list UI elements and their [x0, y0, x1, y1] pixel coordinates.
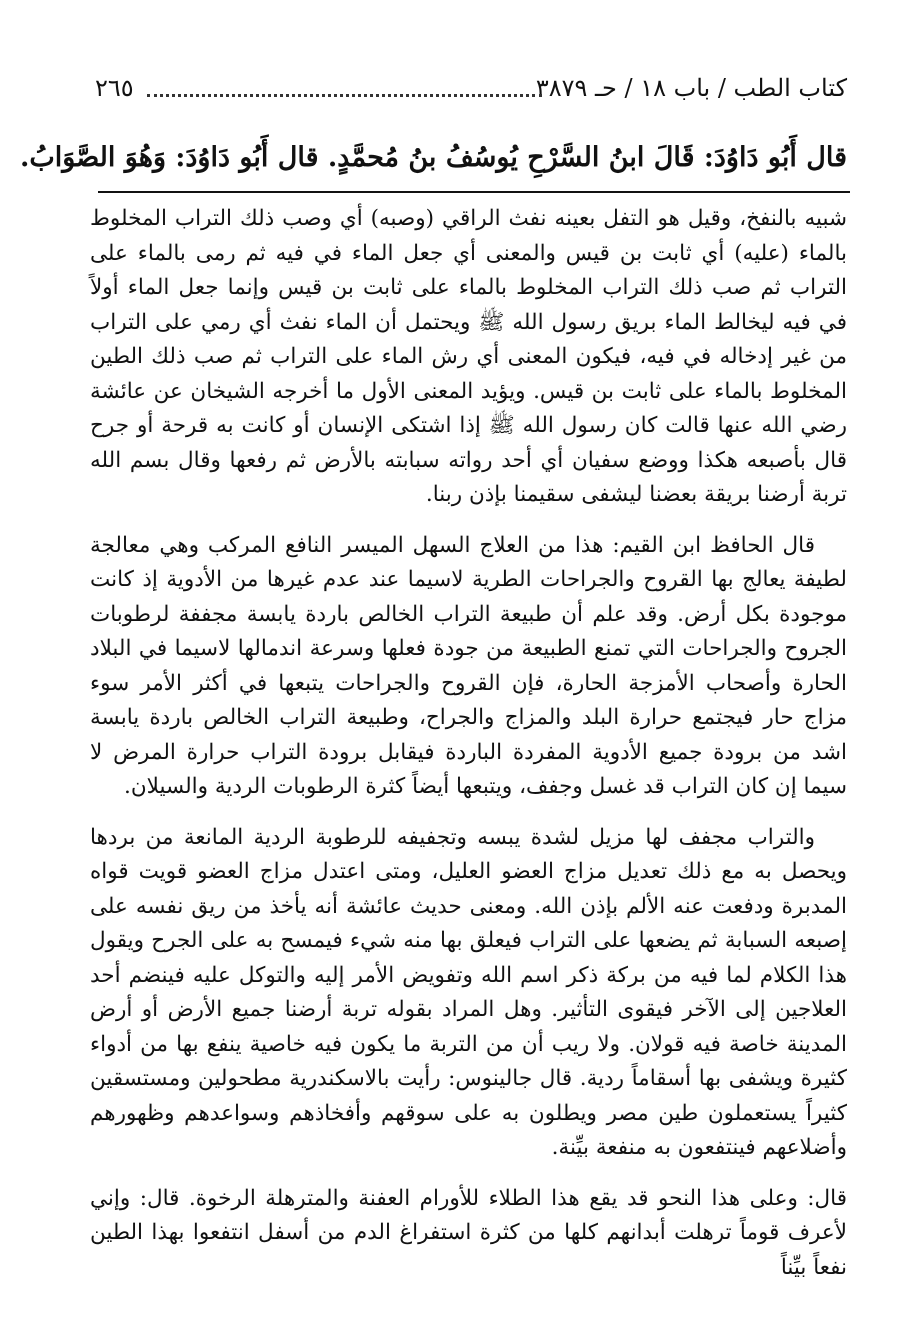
paragraph: قال: وعلى هذا النحو قد يقع هذا الطلاء للأورام العفنة والمترهلة الرخوة. قال: وإني لأعرف قوماً ترهلت أبدانهم كلها من كثرة استفراغ الدم من أسفل انتفعوا بهذا الطين نفعاً بيِّناً	[90, 1185, 847, 1280]
commentary-body	[90, 202, 847, 1301]
separator-rule	[98, 191, 850, 193]
chapter-title: كتاب الطب / باب ١٨ / حـ ٣٨٧٩	[535, 74, 847, 102]
running-header	[95, 72, 847, 112]
paragraph: قال الحافظ ابن القيم: هذا من العلاج السهل الميسر النافع المركب وهي معالجة لطيفة يعالج بها القروح والجراحات الطرية لاسيما عند عدم غيرها من الأدوية إذ كانت موجودة بكل أرض. وقد علم أن طبيعة التراب الخالص باردة يابسة مجففة لرطوبات الجروح والجراحات التي تمنع الطبيعة من جودة فعلها وسرعة اندمالها لاسيما في البلاد الحارة وأصحاب الأمزجة الحارة، فإن القروح والجراحات يتبعها في أكثر الأمر سوء مزاج حار فيجتمع حرارة البلد والمزاج والجراح، وطبيعة التراب الخالص باردة يابسة اشد من برودة جميع الأدوية المفردة الباردة فيقابل برودة التراب حرارة المرض لا سيما إن كان التراب قد غسل وجفف، ويتبعها أيضاً كثرة الرطوبات الردية والسيلان.	[90, 532, 847, 799]
paragraph: شبيه بالنفخ، وقيل هو التفل بعينه نفث الراقي (وصبه) أي وصب ذلك التراب المخلوط بالماء (عليه) أي ثابت بن قيس والمعنى أي جعل الماء في فيه ثم رمى بالماء على التراب ثم صب ذلك التراب المخلوط بالماء على ثابت بن قيس وإنما جعل الماء أولاً في فيه ليخالط الماء بريق رسول الله ﷺ ويحتمل أن الماء نفث أي رمي على التراب من غير إدخاله في فيه، فيكون المعنى أي رش الماء على التراب ثم صب ذلك الطين المخلوط بالماء على ثابت بن قيس. ويؤيد المعنى الأول ما أخرجه الشيخان عن عائشة رضي الله عنها قالت كان رسول الله ﷺ إذا اشتكى الإنسان أو كانت به قرحة أو جرح قال بأصبعه هكذا ووضع سفيان أي أحد رواته سبابته بالأرض ثم رفعها وقال بسم الله تربة أرضنا بريقة بعضنا ليشفى سقيمنا بإذن ربنا.	[90, 206, 847, 507]
leader-dots	[147, 94, 542, 97]
page-number: ٢٦٥	[95, 74, 134, 102]
paragraph: والتراب مجفف لها مزيل لشدة يبسه وتجفيفه للرطوبة الردية المانعة من بردها ويحصل به مع ذلك تعديل مزاج العضو العليل، ومتى اعتدل مزاج العضو قويت قواه المدبرة ودفعت عنه الألم بإذن الله. ومعنى حديث عائشة أنه يأخذ من ريق نفسه على إصبعه السبابة ثم يضعها على التراب فيعلق بها منه شيء فيمسح به على الجرح ويقول هذا الكلام لما فيه من بركة ذكر اسم الله وتفويض الأمر إليه والتوكل عليه فينضم أحد العلاجين إلى الآخر فيقوى التأثير. وهل المراد بقوله تربة أرضنا جميع الأرض أو أرض المدينة خاصة فيه قولان. ولا ريب أن من التربة ما يكون فيه خاصية ينفع بها من أدواء كثيرة ويشفى بها أسقاماً ردية. قال جالينوس: رأيت بالاسكندرية مطحولين ومستسقين كثيراً يستعملون طين مصر ويطلون به على سوقهم وأفخاذهم وسواعدهم وظهورهم وأضلاعهم فينتفعون به منفعة بيِّنة.	[90, 824, 847, 1160]
hadith-lead-line: قال أَبُو دَاوُدَ: قَالَ ابنُ السَّرْحِ يُوسُفُ بنُ مُحمَّدٍ. قال أَبُو دَاوُدَ: وَهُوَ الصَّوَابُ.	[19, 142, 847, 173]
